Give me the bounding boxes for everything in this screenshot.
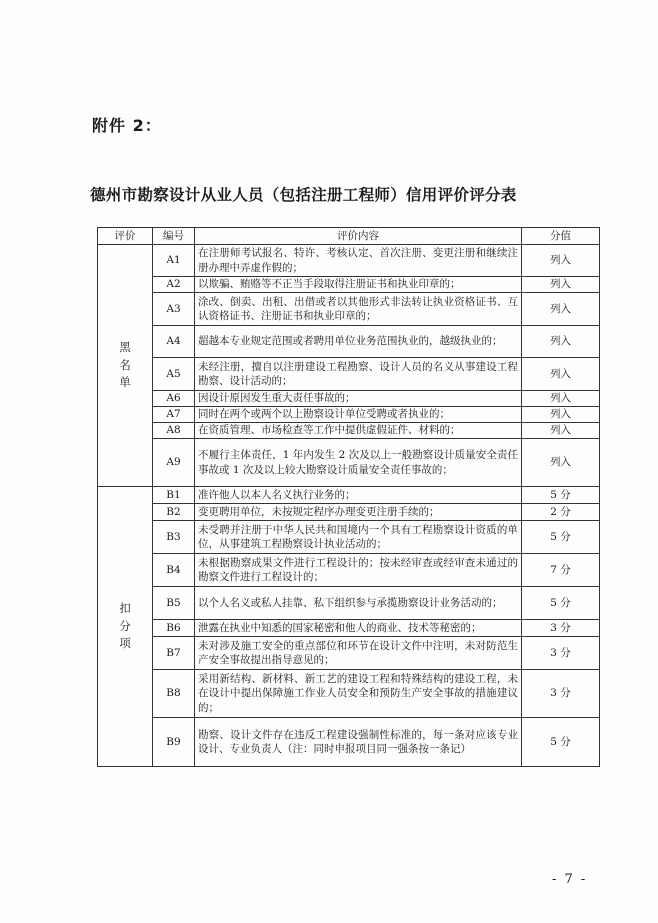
content-cell: 不履行主体责任，1 年内发生 2 次及以上一般勘察设计质量安全责任事故或 1 次及以上较大勘察设计质量安全责任事故的； xyxy=(195,439,522,487)
value-cell: 3 分 xyxy=(522,620,600,637)
content-cell: 勘察、设计文件存在违反工程建设强制性标准的，每一条对应该专业设计、专业负责人（注：同时申报项目同一强条按一条记） xyxy=(195,718,522,767)
code-cell: B4 xyxy=(153,554,195,587)
table-row xyxy=(98,554,600,587)
value-cell: 3 分 xyxy=(522,670,600,718)
content-cell: 变更聘用单位，未按规定程序办理变更注册手续的； xyxy=(195,504,522,521)
content-cell: 未根据勘察成果文件进行工程设计的；按未经审查或经审查未通过的勘察文件进行工程设计的； xyxy=(195,554,522,587)
content-cell: 未对涉及施工安全的重点部位和环节在设计文件中注明，未对防范生产安全事故提出指导意见的； xyxy=(195,637,522,670)
table-row xyxy=(98,587,600,620)
header-value: 分值 xyxy=(522,228,600,245)
value-cell: 列入 xyxy=(522,245,600,277)
code-cell: A3 xyxy=(153,293,195,326)
category-cell: 扣 分 项 xyxy=(98,487,153,767)
code-cell: A6 xyxy=(153,391,195,407)
value-cell: 列入 xyxy=(522,407,600,423)
code-cell: B2 xyxy=(153,504,195,521)
code-cell: B5 xyxy=(153,587,195,620)
table-row xyxy=(98,407,600,423)
content-cell: 同时在两个或两个以上勘察设计单位受聘或者执业的； xyxy=(195,407,522,423)
code-cell: A7 xyxy=(153,407,195,423)
value-cell: 5 分 xyxy=(522,718,600,767)
content-cell: 未受聘并注册于中华人民共和国境内一个具有工程勘察设计资质的单位，从事建筑工程勘察设计执业活动的； xyxy=(195,521,522,554)
value-cell: 3 分 xyxy=(522,637,600,670)
attachment-label: 附件 2： xyxy=(92,116,162,135)
value-cell: 列入 xyxy=(522,293,600,326)
code-cell: A9 xyxy=(153,439,195,487)
table-row xyxy=(98,423,600,439)
code-cell: A1 xyxy=(153,245,195,277)
code-cell: A2 xyxy=(153,277,195,293)
value-cell: 5 分 xyxy=(522,587,600,620)
table-row xyxy=(98,293,600,326)
page-number: - 7 - xyxy=(552,872,588,887)
table-row xyxy=(98,718,600,767)
table-row xyxy=(98,487,600,504)
header-category: 评价 xyxy=(98,228,153,245)
value-cell: 5 分 xyxy=(522,521,600,554)
table-row xyxy=(98,521,600,554)
content-cell: 泄露在执业中知悉的国家秘密和他人的商业、技术等秘密的； xyxy=(195,620,522,637)
table-row xyxy=(98,439,600,487)
content-cell: 以欺骗、贿赂等不正当手段取得注册证书和执业印章的； xyxy=(195,277,522,293)
value-cell: 列入 xyxy=(522,439,600,487)
content-cell: 超越本专业规定范围或者聘用单位业务范围执业的，越级执业的； xyxy=(195,326,522,358)
content-cell: 未经注册，擅自以注册建设工程勘察、设计人员的名义从事建设工程勘察、设计活动的； xyxy=(195,358,522,391)
header-content: 评价内容 xyxy=(195,228,522,245)
value-cell: 列入 xyxy=(522,423,600,439)
table-row xyxy=(98,358,600,391)
table-row xyxy=(98,326,600,358)
content-cell: 采用新结构、新材料、新工艺的建设工程和特殊结构的建设工程，未在设计中提出保障施工作业人员安全和预防生产安全事故的措施建议的； xyxy=(195,670,522,718)
code-cell: A8 xyxy=(153,423,195,439)
code-cell: A5 xyxy=(153,358,195,391)
code-cell: B8 xyxy=(153,670,195,718)
value-cell: 7 分 xyxy=(522,554,600,587)
content-cell: 准许他人以本人名义执行业务的； xyxy=(195,487,522,504)
table-row xyxy=(98,391,600,407)
value-cell: 5 分 xyxy=(522,487,600,504)
table-row xyxy=(98,620,600,637)
content-cell: 因设计原因发生重大责任事故的； xyxy=(195,391,522,407)
table-row xyxy=(98,670,600,718)
value-cell: 列入 xyxy=(522,391,600,407)
value-cell: 列入 xyxy=(522,358,600,391)
table-row xyxy=(98,504,600,521)
table-body xyxy=(98,245,600,767)
value-cell: 列入 xyxy=(522,326,600,358)
code-cell: B3 xyxy=(153,521,195,554)
content-cell: 在注册师考试报名、特许、考核认定、首次注册、变更注册和继续注册办理中弄虚作假的； xyxy=(195,245,522,277)
code-cell: B7 xyxy=(153,637,195,670)
content-cell: 在资质管理、市场检查等工作中提供虚假证件、材料的； xyxy=(195,423,522,439)
table-row xyxy=(98,637,600,670)
content-cell: 以个人名义或私人挂靠、私下组织参与承揽勘察设计业务活动的； xyxy=(195,587,522,620)
code-cell: B6 xyxy=(153,620,195,637)
category-cell: 黑 名 单 xyxy=(98,245,153,487)
table-row xyxy=(98,245,600,277)
table-row xyxy=(98,277,600,293)
score-table xyxy=(97,227,600,767)
table-header-row xyxy=(98,228,600,245)
code-cell: A4 xyxy=(153,326,195,358)
value-cell: 2 分 xyxy=(522,504,600,521)
code-cell: B9 xyxy=(153,718,195,767)
document-title: 德州市勘察设计从业人员（包括注册工程师）信用评价评分表 xyxy=(90,186,517,204)
content-cell: 涂改、倒卖、出租、出借或者以其他形式非法转让执业资格证书、互认资格证书、注册证书和执业印章的； xyxy=(195,293,522,326)
header-code: 编号 xyxy=(153,228,195,245)
value-cell: 列入 xyxy=(522,277,600,293)
code-cell: B1 xyxy=(153,487,195,504)
